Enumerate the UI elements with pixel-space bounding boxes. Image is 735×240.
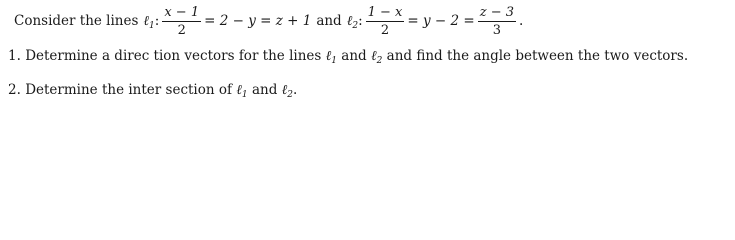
l1-fraction-denominator: 2 [177,22,186,38]
q1-l1-letter: ℓ [325,48,332,64]
l2-fraction-1-denominator: 2 [380,22,390,38]
line-l2-symbol [347,13,358,29]
q2-l2-subscript: 2 [287,90,293,100]
l1-fraction [162,5,201,38]
question-2-and: and [251,82,278,98]
end-period: . [519,13,524,29]
l2-fraction-2-denominator: 3 [492,22,501,38]
l1-subscript: 1 [149,21,155,31]
problem-statement [14,1,523,41]
l2-equation-mid: = y − 2 = [407,13,475,29]
q2-l1-subscript: 1 [241,90,248,100]
q1-l1-subscript: 1 [331,56,337,66]
question-1-text-a: Determine a direc tion vectors for the lines [25,48,322,64]
question-2-number: 2. [8,82,21,98]
q1-l1-symbol [326,48,337,64]
and-word: and [316,13,342,29]
question-2-text-a: Determine the inter section of [25,82,232,98]
question-1 [8,48,688,64]
question-1-and: and [341,48,367,64]
q1-l2-letter: ℓ [370,48,377,64]
l1-letter: ℓ [143,13,150,29]
q1-l2-symbol [371,48,382,64]
l2-fraction-2-numerator: z − 3 [479,4,514,20]
q2-l1-symbol [236,82,247,98]
q2-l1-letter: ℓ [236,82,242,98]
l2-subscript: 2 [352,21,359,31]
l2-fraction-1-numerator: 1 − x [367,4,403,20]
question-2-end: . [293,82,298,98]
q2-l2-letter: ℓ [281,82,288,98]
l2-fraction-1 [366,5,405,38]
l1-fraction-numerator: x − 1 [164,4,200,20]
q2-l2-symbol [282,82,293,98]
intro-text: Consider the lines [14,13,139,29]
l1-equation-rest: = 2 − y = z + 1 [204,13,312,29]
l2-letter: ℓ [346,13,353,29]
question-1-number: 1. [8,48,21,64]
line-l1-symbol [143,13,154,29]
question-1-text-b: and find the angle between the two vectors. [386,48,689,64]
l1-colon: : [154,13,160,29]
l2-colon: : [358,13,363,29]
l2-fraction-2 [478,5,516,38]
q1-l2-subscript: 2 [376,56,383,66]
question-2 [8,82,297,98]
